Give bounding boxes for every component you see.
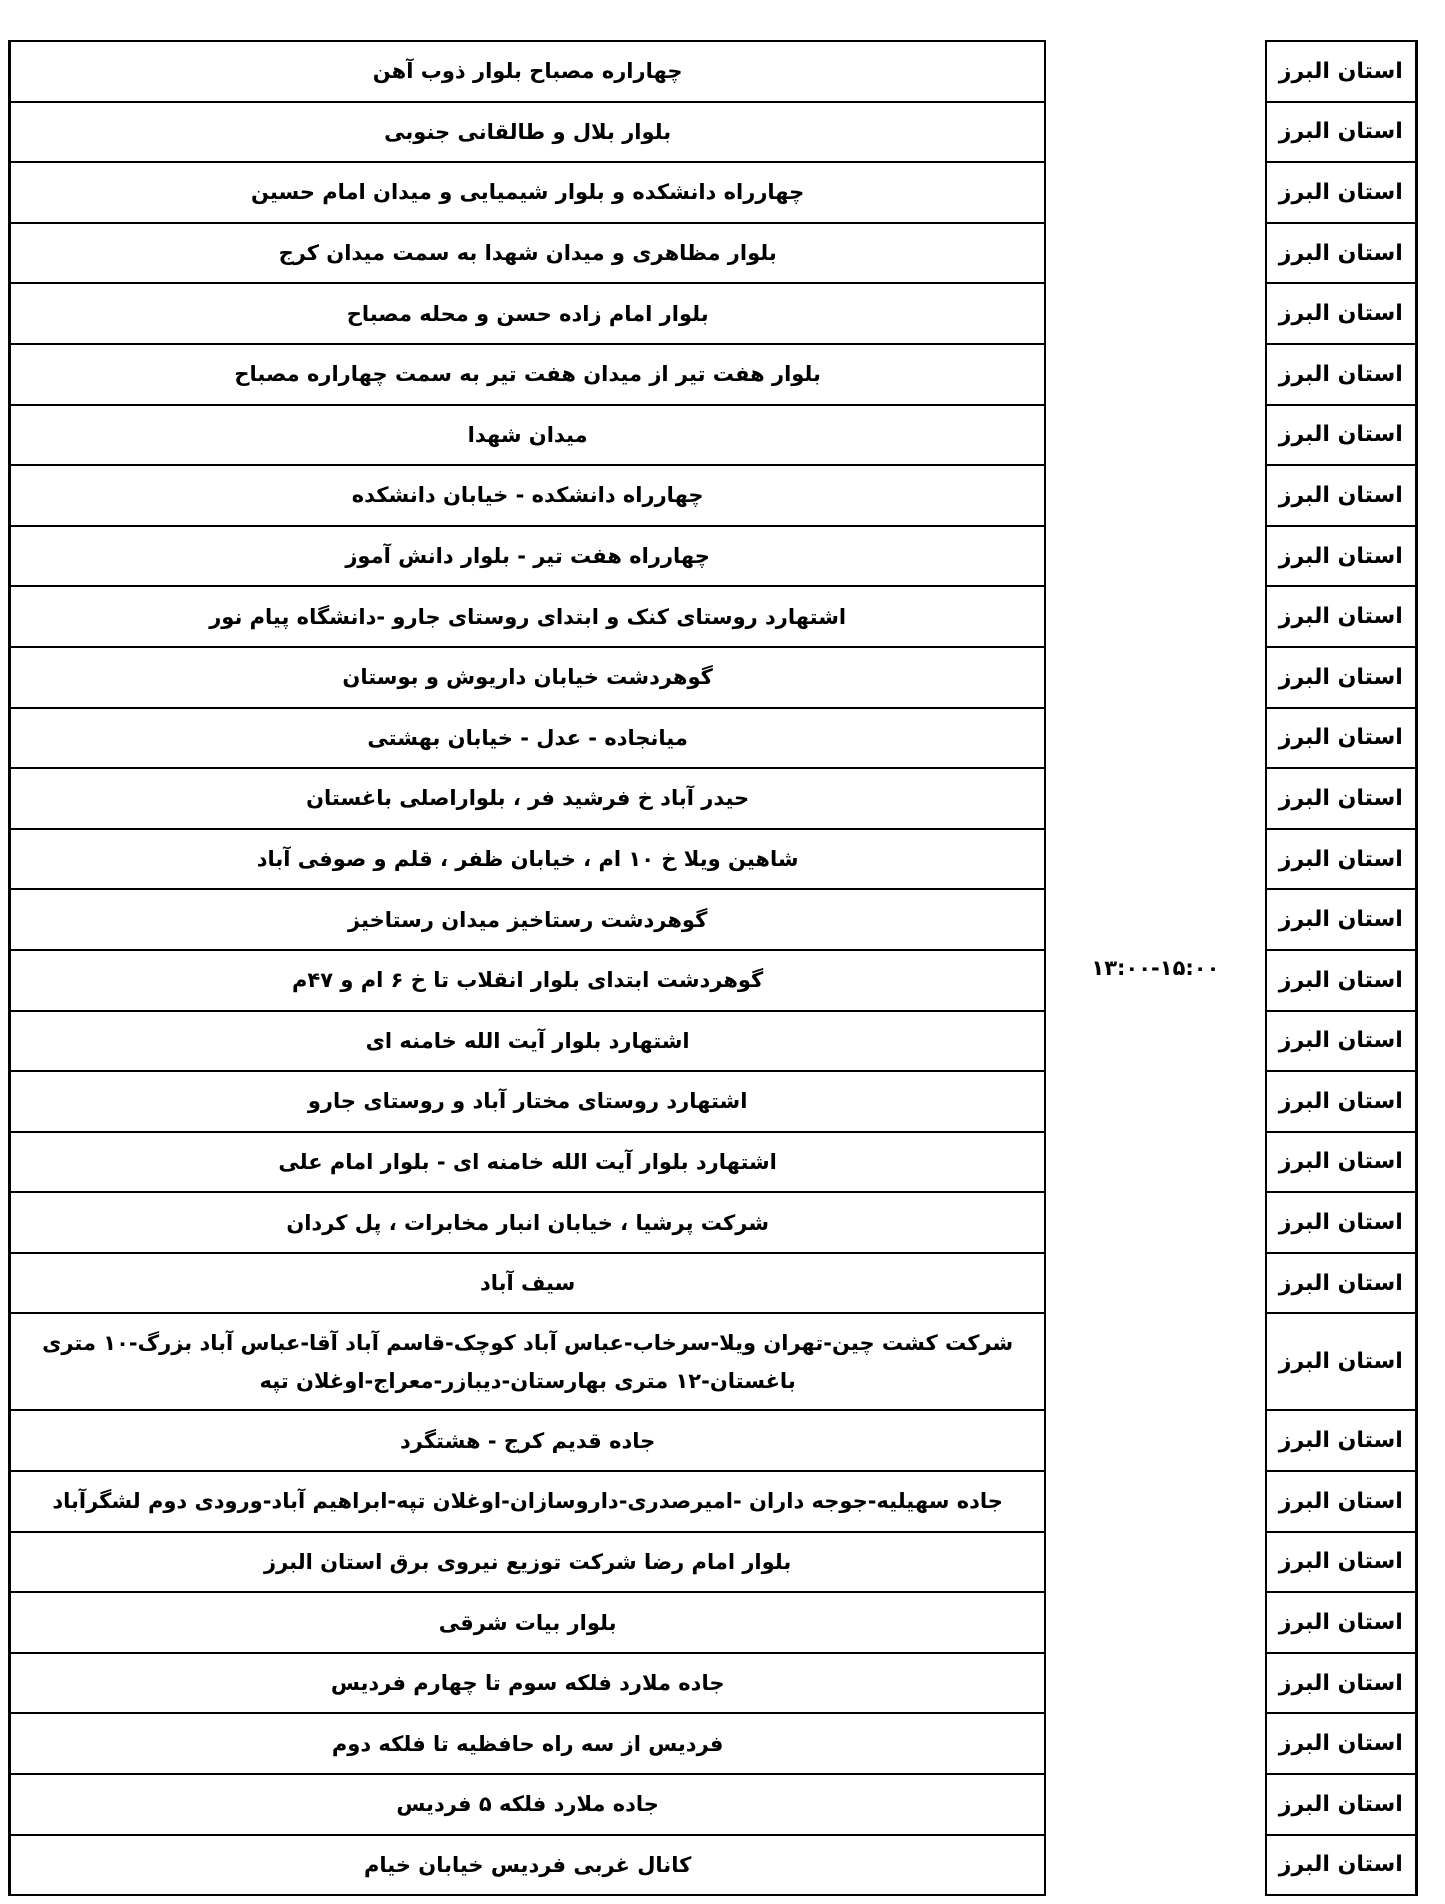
- location-cell: بلوار امام زاده حسن و محله مصباح: [10, 283, 1046, 344]
- province-cell: استان البرز: [1266, 162, 1417, 223]
- province-cell: استان البرز: [1266, 1532, 1417, 1593]
- province-cell: استان البرز: [1266, 1192, 1417, 1253]
- location-cell: اشتهارد روستای کنک و ابتدای روستای جارو -دانشگاه پیام نور: [10, 586, 1046, 647]
- province-cell: استان البرز: [1266, 1653, 1417, 1714]
- location-cell: چهارراه دانشکده - خیابان دانشکده: [10, 465, 1046, 526]
- outage-schedule-sheet: [8, 40, 1418, 1896]
- province-cell: استان البرز: [1266, 1592, 1417, 1653]
- province-cell: استان البرز: [1266, 405, 1417, 466]
- location-cell: چهارراه دانشکده و بلوار شیمیایی و میدان امام حسین: [10, 162, 1046, 223]
- province-cell: استان البرز: [1266, 102, 1417, 163]
- province-cell: استان البرز: [1266, 1071, 1417, 1132]
- province-cell: استان البرز: [1266, 1410, 1417, 1471]
- location-cell: جاده قدیم کرج - هشتگرد: [10, 1410, 1046, 1471]
- location-cell: شرکت کشت چین-تهران ویلا-سرخاب-عباس آباد کوچک-قاسم آباد آقا-عباس آباد بزرگ-۱۰ متری باغستان-۱۲ متری بهارستان-دیبازر-معراج-اوغلان تپه: [10, 1313, 1046, 1410]
- location-cell: بلوار بلال و طالقانی جنوبی: [10, 102, 1046, 163]
- schedule-table: [8, 40, 1418, 1896]
- location-cell: جاده ملارد فلکه سوم تا چهارم فردیس: [10, 1653, 1046, 1714]
- location-cell: سیف آباد: [10, 1253, 1046, 1314]
- province-cell: استان البرز: [1266, 1253, 1417, 1314]
- province-cell: استان البرز: [1266, 1835, 1417, 1896]
- location-cell: گوهردشت رستاخیز میدان رستاخیز: [10, 889, 1046, 950]
- province-cell: استان البرز: [1266, 223, 1417, 284]
- location-cell: جاده سهیلیه-جوجه داران -امیرصدری-داروسازان-اوغلان تپه-ابراهیم آباد-ورودی دوم لشگرآباد: [10, 1471, 1046, 1532]
- time-slot-label: ۱۳:۰۰-۱۵:۰۰: [1091, 956, 1220, 981]
- province-cell: استان البرز: [1266, 647, 1417, 708]
- location-cell: گوهردشت خیابان داریوش و بوستان: [10, 647, 1046, 708]
- location-cell: بلوار امام رضا شرکت توزیع نیروی برق استان البرز: [10, 1532, 1046, 1593]
- province-cell: استان البرز: [1266, 465, 1417, 526]
- location-cell: فردیس از سه راه حافظیه تا فلکه دوم: [10, 1713, 1046, 1774]
- province-cell: استان البرز: [1266, 889, 1417, 950]
- location-cell: چهارراه هفت تیر - بلوار دانش آموز: [10, 526, 1046, 587]
- province-cell: استان البرز: [1266, 1313, 1417, 1410]
- location-cell: اشتهارد روستای مختار آباد و روستای جارو: [10, 1071, 1046, 1132]
- location-cell: اشتهارد بلوار آیت الله خامنه ای: [10, 1011, 1046, 1072]
- time-slot-cell: [1045, 41, 1265, 1895]
- location-cell: شرکت پرشیا ، خیابان انبار مخابرات ، پل کردان: [10, 1192, 1046, 1253]
- province-cell: استان البرز: [1266, 768, 1417, 829]
- province-cell: استان البرز: [1266, 829, 1417, 890]
- location-cell: جاده ملارد فلکه ۵ فردیس: [10, 1774, 1046, 1835]
- province-cell: استان البرز: [1266, 526, 1417, 587]
- table-row: [10, 41, 1417, 102]
- province-cell: استان البرز: [1266, 1132, 1417, 1193]
- province-cell: استان البرز: [1266, 1471, 1417, 1532]
- location-cell: حیدر آباد خ فرشید فر ، بلواراصلی باغستان: [10, 768, 1046, 829]
- location-cell: بلوار بیات شرقی: [10, 1592, 1046, 1653]
- province-cell: استان البرز: [1266, 586, 1417, 647]
- location-cell: چهاراره مصباح بلوار ذوب آهن: [10, 41, 1046, 102]
- province-cell: استان البرز: [1266, 1713, 1417, 1774]
- province-cell: استان البرز: [1266, 1011, 1417, 1072]
- province-cell: استان البرز: [1266, 708, 1417, 769]
- schedule-table-body: [10, 41, 1417, 1895]
- location-cell: میدان شهدا: [10, 405, 1046, 466]
- province-cell: استان البرز: [1266, 344, 1417, 405]
- location-cell: شاهین ویلا خ ۱۰ ام ، خیابان ظفر ، قلم و صوفی آباد: [10, 829, 1046, 890]
- location-cell: بلوار هفت تیر از میدان هفت تیر به سمت چهاراره مصباح: [10, 344, 1046, 405]
- location-cell: اشتهارد بلوار آیت الله خامنه ای - بلوار امام علی: [10, 1132, 1046, 1193]
- location-cell: گوهردشت ابتدای بلوار انقلاب تا خ ۶ ام و ۴۷م: [10, 950, 1046, 1011]
- province-cell: استان البرز: [1266, 41, 1417, 102]
- location-cell: کانال غربی فردیس خیابان خیام: [10, 1835, 1046, 1896]
- location-cell: بلوار مظاهری و میدان شهدا به سمت میدان کرج: [10, 223, 1046, 284]
- province-cell: استان البرز: [1266, 283, 1417, 344]
- location-cell: میانجاده - عدل - خیابان بهشتی: [10, 708, 1046, 769]
- province-cell: استان البرز: [1266, 950, 1417, 1011]
- province-cell: استان البرز: [1266, 1774, 1417, 1835]
